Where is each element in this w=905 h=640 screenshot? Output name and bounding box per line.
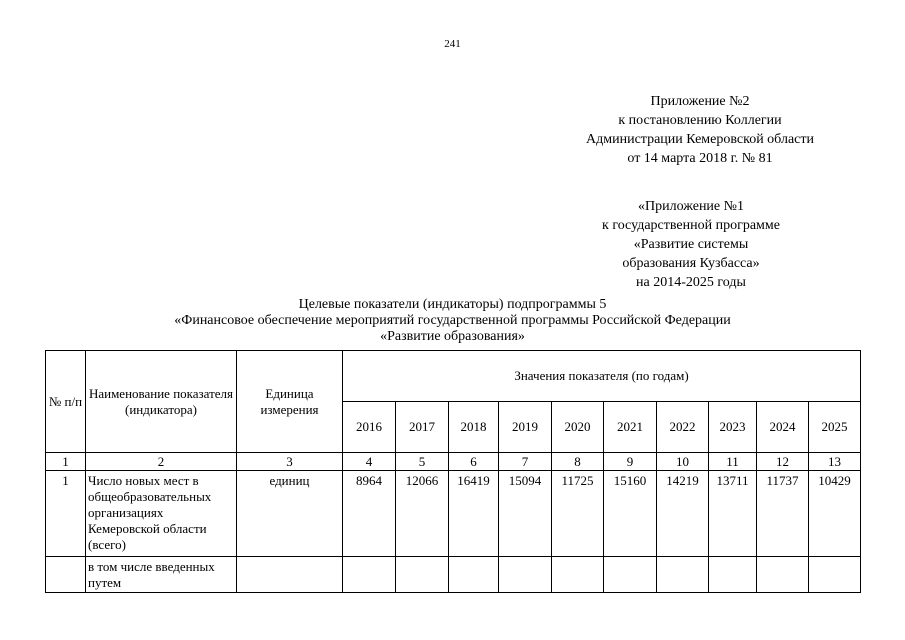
header-year: 2020	[552, 402, 604, 453]
column-number: 13	[809, 453, 861, 471]
row-value: 14219	[657, 471, 709, 557]
header-unit: Единица измерения	[237, 351, 343, 453]
appendix-1-line: образования Кузбасса»	[622, 256, 760, 271]
row-value	[552, 557, 604, 593]
row-value: 15160	[604, 471, 657, 557]
row-value: 11737	[757, 471, 809, 557]
row-value	[499, 557, 552, 593]
header-year: 2023	[709, 402, 757, 453]
column-numbers-row	[46, 453, 861, 471]
appendix-2-line: от 14 марта 2018 г. № 81	[627, 151, 773, 166]
header-year: 2022	[657, 402, 709, 453]
column-number: 2	[86, 453, 237, 471]
header-year: 2016	[343, 402, 396, 453]
title-line: «Развитие образования»	[380, 329, 525, 344]
appendix-1-line: к государственной программе	[602, 218, 780, 233]
column-number: 12	[757, 453, 809, 471]
row-value	[657, 557, 709, 593]
row-value	[343, 557, 396, 593]
row-value	[449, 557, 499, 593]
column-number: 1	[46, 453, 86, 471]
header-year: 2021	[604, 402, 657, 453]
header-year: 2019	[499, 402, 552, 453]
column-number: 4	[343, 453, 396, 471]
title-line: Целевые показатели (индикаторы) подпрограммы 5	[298, 297, 607, 312]
row-value: 13711	[709, 471, 757, 557]
row-name: в том числе введенных путем	[86, 557, 237, 593]
appendix-1-line: «Развитие системы	[633, 237, 749, 252]
header-year: 2017	[396, 402, 449, 453]
row-value: 8964	[343, 471, 396, 557]
header-number: № п/п	[46, 351, 86, 453]
column-number: 11	[709, 453, 757, 471]
row-value	[757, 557, 809, 593]
column-number: 3	[237, 453, 343, 471]
row-value: 10429	[809, 471, 861, 557]
row-value: 12066	[396, 471, 449, 557]
table-row	[46, 471, 861, 557]
header-values-group: Значения показателя (по годам)	[343, 351, 861, 402]
row-value	[809, 557, 861, 593]
row-value: 11725	[552, 471, 604, 557]
row-value: 15094	[499, 471, 552, 557]
appendix-1-line: «Приложение №1	[638, 199, 744, 214]
row-value: 16419	[449, 471, 499, 557]
appendix-1-header	[586, 197, 796, 292]
appendix-2-line: Приложение №2	[650, 94, 750, 109]
appendix-2-header	[580, 92, 820, 168]
row-name: Число новых мест в общеобразовательных организациях Кемеровской области (всего)	[86, 471, 237, 557]
column-number: 8	[552, 453, 604, 471]
header-year: 2025	[809, 402, 861, 453]
row-number	[46, 557, 86, 593]
row-unit: единиц	[237, 471, 343, 557]
column-number: 7	[499, 453, 552, 471]
title-line: «Финансовое обеспечение мероприятий государственной программы Российской Федерации	[174, 313, 731, 328]
column-number: 5	[396, 453, 449, 471]
row-value	[709, 557, 757, 593]
table-row	[46, 557, 861, 593]
table-title	[0, 297, 905, 345]
row-number: 1	[46, 471, 86, 557]
appendix-1-line: на 2014-2025 годы	[636, 275, 746, 290]
page-number: 241	[444, 38, 461, 50]
indicators-table	[45, 350, 861, 593]
column-number: 6	[449, 453, 499, 471]
appendix-2-line: к постановлению Коллегии	[618, 113, 782, 128]
row-value	[604, 557, 657, 593]
table-header-row	[46, 351, 861, 402]
row-value	[396, 557, 449, 593]
column-number: 9	[604, 453, 657, 471]
appendix-2-line: Администрации Кемеровской области	[586, 132, 814, 147]
column-number: 10	[657, 453, 709, 471]
row-unit	[237, 557, 343, 593]
header-year: 2018	[449, 402, 499, 453]
header-year: 2024	[757, 402, 809, 453]
header-name: Наименование показателя (индикатора)	[86, 351, 237, 453]
